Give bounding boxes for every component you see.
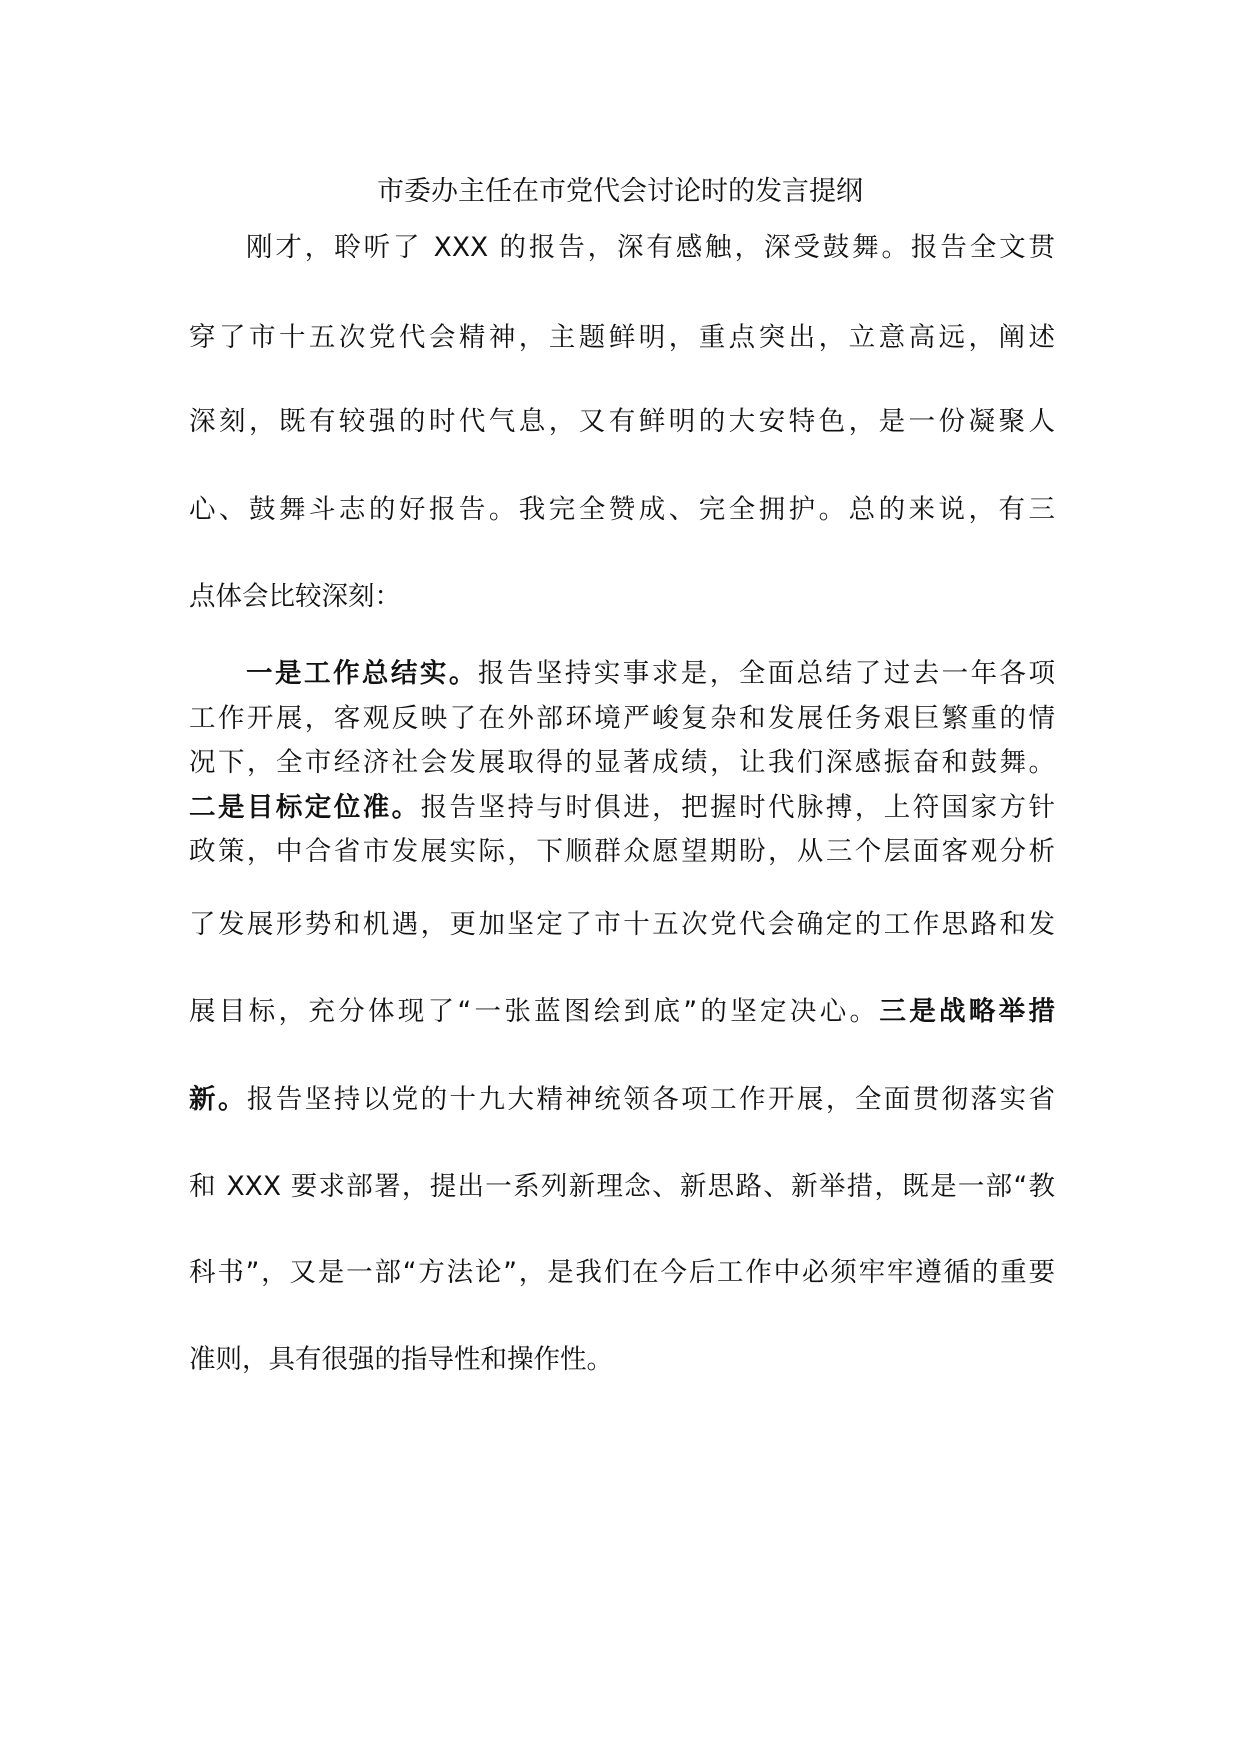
paragraph-2-line-6: 了发展形势和机遇，更加坚定了市十五次党代会确定的工作思路和发 — [189, 909, 1055, 940]
point-3-text: 报告坚持以党的十九大精神统领各项工作开展，全面贯彻落实省 — [246, 1084, 1056, 1115]
paragraph-2-line-7 — [189, 992, 1055, 1032]
document-title: 市委办主任在市党代会讨论时的发言提纲 — [377, 176, 863, 207]
point-3-heading-part-1: 三是战略举措 — [879, 996, 1056, 1027]
paragraph-1-line-4: 心、鼓舞斗志的好报告。我完全赞成、完全拥护。总的来说，有三 — [189, 494, 1055, 525]
paragraph-2-line-1 — [246, 654, 1055, 694]
paragraph-2-line-3: 况下，全市经济社会发展取得的显著成绩，让我们深感振奋和鼓舞。 — [189, 747, 1055, 778]
paragraph-2-line-10: 科书”，又是一部“方法论”，是我们在今后工作中必须牢牢遵循的重要 — [189, 1257, 1055, 1288]
paragraph-2-line-9: 和 XXX 要求部署，提出一系列新理念、新思路、新举措，既是一部“教 — [189, 1171, 1055, 1202]
paragraph-2-line-11: 准则，具有很强的指导性和操作性。 — [189, 1344, 613, 1375]
point-1-heading: 一是工作总结实。 — [246, 658, 478, 689]
paragraph-2-line-2: 工作开展，客观反映了在外部环境严峻复杂和发展任务艰巨繁重的情 — [189, 703, 1055, 734]
paragraph-2-line-4 — [189, 788, 1055, 828]
paragraph-1-line-2: 穿了市十五次党代会精神，主题鲜明，重点突出，立意高远，阐述 — [189, 322, 1055, 353]
point-2-text: 报告坚持与时俱进，把握时代脉搏，上符国家方针 — [420, 792, 1056, 823]
point-2-heading: 二是目标定位准。 — [189, 792, 421, 823]
point-2-closing-text: 展目标，充分体现了“一张蓝图绘到底”的坚定决心。 — [189, 996, 880, 1027]
paragraph-1-line-5: 点体会比较深刻： — [189, 581, 401, 612]
point-3-heading-part-2: 新。 — [189, 1084, 247, 1115]
paragraph-2-line-8 — [189, 1080, 1055, 1120]
paragraph-1-line-1: 刚才，聆听了 XXX 的报告，深有感触，深受鼓舞。报告全文贯 — [246, 232, 1055, 263]
paragraph-2-line-5: 政策，中合省市发展实际，下顺群众愿望期盼，从三个层面客观分析 — [189, 836, 1055, 867]
point-1-text: 报告坚持实事求是，全面总结了过去一年各项 — [477, 658, 1056, 689]
paragraph-1-line-3: 深刻，既有较强的时代气息，又有鲜明的大安特色，是一份凝聚人 — [189, 406, 1055, 437]
